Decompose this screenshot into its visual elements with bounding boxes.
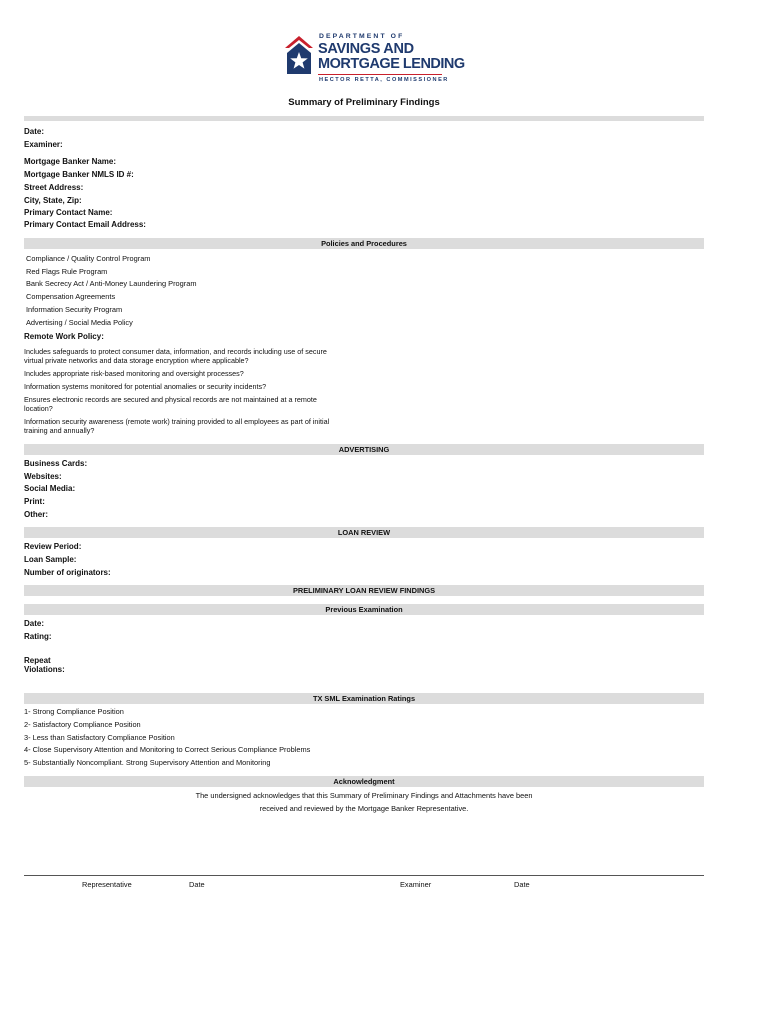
advertising-heading: ADVERTISING <box>24 444 704 455</box>
rating-item: 1- Strong Compliance Position <box>24 707 124 716</box>
acknowledgment-heading: Acknowledgment <box>24 776 704 787</box>
acknowledgment-line-1: The undersigned acknowledges that this Summary of Preliminary Findings and Attachments have been <box>195 791 533 800</box>
examiner-signature-label: Examiner <box>400 880 432 889</box>
house-star-icon <box>284 34 314 76</box>
date-field-label: Date: <box>24 127 45 136</box>
policy-item: Red Flags Rule Program <box>26 267 108 276</box>
websites-label: Websites: <box>24 472 62 481</box>
logo-commissioner: HECTOR RETTA, COMMISSIONER <box>319 77 449 83</box>
rating-item: 2- Satisfactory Compliance Position <box>24 720 141 729</box>
primary-contact-email-label: Primary Contact Email Address: <box>24 220 146 229</box>
previous-rating-label: Rating: <box>24 632 52 641</box>
loan-review-heading: LOAN REVIEW <box>24 527 704 538</box>
agency-logo <box>284 32 465 88</box>
remote-item: Includes appropriate risk-based monitoring and oversight processes? <box>24 369 244 378</box>
logo-savings-and: SAVINGS AND <box>318 41 414 57</box>
violations-label: Violations: <box>24 665 65 674</box>
print-label: Print: <box>24 497 45 506</box>
policy-item: Compliance / Quality Control Program <box>26 254 151 263</box>
page-title: Summary of Preliminary Findings <box>288 97 440 108</box>
examiner-date-label: Date <box>514 880 530 889</box>
business-cards-label: Business Cards: <box>24 459 88 468</box>
policy-item: Advertising / Social Media Policy <box>26 318 133 327</box>
other-label: Other: <box>24 510 48 519</box>
previous-examination-heading: Previous Examination <box>24 604 704 615</box>
preliminary-findings-heading: PRELIMINARY LOAN REVIEW FINDINGS <box>24 585 704 596</box>
ratings-heading: TX SML Examination Ratings <box>24 693 704 704</box>
remote-item: Information systems monitored for potential anomalies or security incidents? <box>24 382 267 391</box>
representative-signature-label: Representative <box>82 880 132 889</box>
logo-department-of: DEPARTMENT OF <box>319 33 405 40</box>
repeat-label: Repeat <box>24 656 51 665</box>
logo-divider <box>318 74 442 75</box>
rating-item: 4- Close Supervisory Attention and Monitoring to Correct Serious Compliance Problems <box>24 745 311 754</box>
representative-date-label: Date <box>189 880 205 889</box>
examiner-field-label: Examiner: <box>24 140 63 149</box>
remote-item: Includes safeguards to protect consumer data, information, and records including use of secure virtual private networks and data storage encryption where applicable? <box>24 347 327 365</box>
title-divider-bar <box>24 116 704 121</box>
acknowledgment-line-2: received and reviewed by the Mortgage Banker Representative. <box>259 804 469 813</box>
previous-date-label: Date: <box>24 619 45 628</box>
policy-item: Bank Secrecy Act / Anti-Money Laundering Program <box>26 279 197 288</box>
remote-item: Information security awareness (remote work) training provided to all employees as part of initial training and annually? <box>24 417 330 435</box>
primary-contact-name-label: Primary Contact Name: <box>24 208 113 217</box>
signature-line <box>24 875 704 876</box>
remote-item: Ensures electronic records are secured and physical records are not maintained at a remote location? <box>24 395 317 413</box>
policy-item: Information Security Program <box>26 305 123 314</box>
street-address-label: Street Address: <box>24 183 84 192</box>
number-of-originators-label: Number of originators: <box>24 568 111 577</box>
review-period-label: Review Period: <box>24 542 82 551</box>
banker-nmls-label: Mortgage Banker NMLS ID #: <box>24 170 134 179</box>
policies-heading: Policies and Procedures <box>24 238 704 249</box>
rating-item: 5- Substantially Noncompliant. Strong Supervisory Attention and Monitoring <box>24 758 271 767</box>
banker-name-label: Mortgage Banker Name: <box>24 157 117 166</box>
rating-item: 3- Less than Satisfactory Compliance Position <box>24 733 175 742</box>
city-state-zip-label: City, State, Zip: <box>24 196 82 205</box>
remote-work-label: Remote Work Policy: <box>24 332 104 341</box>
policy-item: Compensation Agreements <box>26 292 116 301</box>
logo-mortgage-lending: MORTGAGE LENDING <box>318 56 465 72</box>
social-media-label: Social Media: <box>24 484 76 493</box>
loan-sample-label: Loan Sample: <box>24 555 77 564</box>
